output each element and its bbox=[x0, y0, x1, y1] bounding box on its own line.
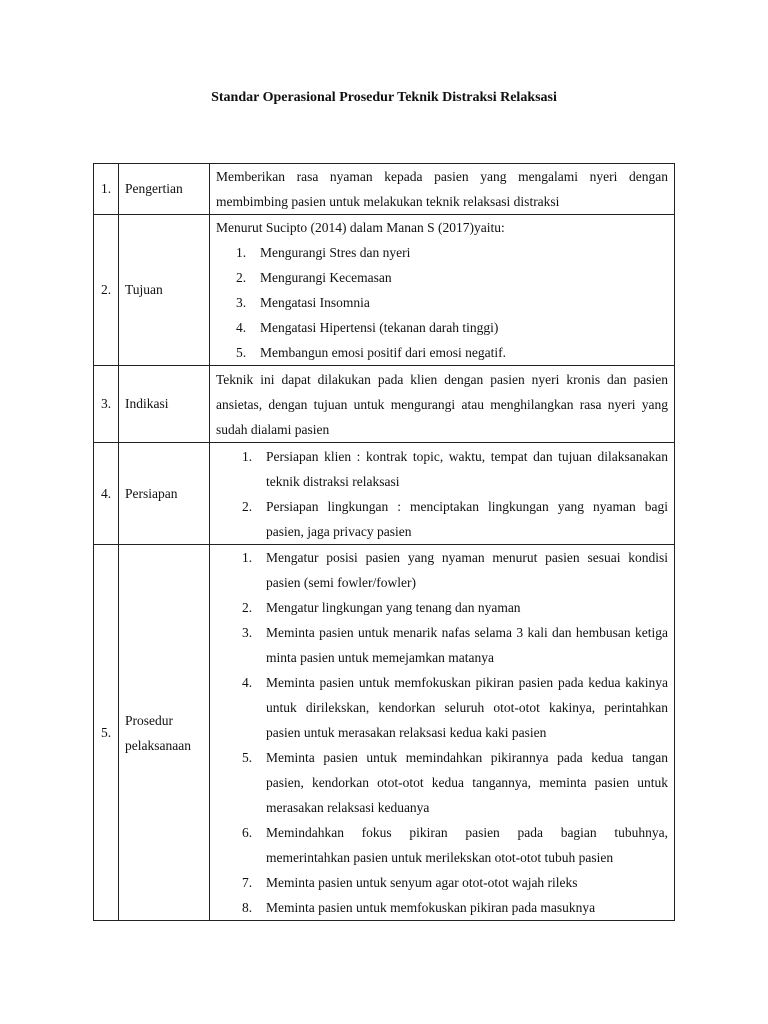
list-item bbox=[216, 620, 668, 670]
list-number: 2. bbox=[242, 498, 253, 514]
list-text: Mengurangi Kecemasan bbox=[260, 270, 392, 285]
list-text: Meminta pasien untuk menarik nafas selama 3 kali dan hembusan ketiga minta pasien untuk memejamkan matanya bbox=[266, 625, 668, 665]
row-number: 5. bbox=[94, 545, 119, 921]
row-label-pengertian: Pengertian bbox=[119, 164, 210, 215]
list-item bbox=[216, 895, 668, 919]
row-number: 3. bbox=[94, 366, 119, 443]
prosedur-clip bbox=[216, 545, 668, 919]
list-text: Mengurangi Stres dan nyeri bbox=[260, 245, 411, 260]
list-text: Meminta pasien untuk memfokuskan pikiran pasien pada kedua kakinya untuk dirilekskan, kendorkan seluruh otot-otot kakinya, perintahkan pasien untuk merasakan relaksasi kedua kaki pasien bbox=[266, 675, 668, 740]
list-text: Meminta pasien untuk memfokuskan pikiran pada masuknya bbox=[266, 900, 596, 915]
row-label-tujuan: Tujuan bbox=[119, 215, 210, 366]
list-text: Mengatasi Hipertensi (tekanan darah tinggi) bbox=[260, 320, 499, 335]
row-content-prosedur bbox=[210, 545, 675, 921]
list-number: 2. bbox=[242, 600, 253, 615]
row-content-indikasi bbox=[210, 366, 675, 443]
list-number: 8. bbox=[242, 900, 253, 915]
list-text: Memindahkan fokus pikiran pasien pada bagian tubuhnya, memerintahkan pasien untuk merilekskan otot-otot tubuh pasien bbox=[266, 825, 668, 865]
label-line: Prosedur bbox=[125, 712, 173, 728]
row-label-persiapan: Persiapan bbox=[119, 443, 210, 545]
list-item bbox=[216, 670, 668, 745]
list-item bbox=[216, 595, 668, 620]
list-number: 7. bbox=[242, 875, 253, 890]
row-content-pengertian bbox=[210, 164, 675, 215]
tujuan-intro: Menurut Sucipto (2014) dalam Manan S (2017)yaitu: bbox=[216, 220, 505, 235]
list-text: Persiapan klien : kontrak topic, waktu, tempat dan tujuan dilaksanakan teknik distraksi relaksasi bbox=[266, 448, 668, 489]
list-item bbox=[216, 340, 668, 365]
prosedur-list bbox=[216, 545, 668, 919]
list-number: 6. bbox=[242, 825, 253, 840]
list-text: Mengatur posisi pasien yang nyaman menurut pasien sesuai kondisi pasien (semi fowler/fowler) bbox=[266, 550, 668, 590]
label-line: pelaksanaan bbox=[125, 737, 191, 753]
list-item bbox=[216, 870, 668, 895]
list-item bbox=[216, 240, 668, 265]
list-item bbox=[216, 745, 668, 820]
list-number: 1. bbox=[242, 550, 253, 565]
document-title: Standar Operasional Prosedur Teknik Distraksi Relaksasi bbox=[211, 90, 557, 105]
list-number: 2. bbox=[236, 270, 247, 285]
list-text: Membangun emosi positif dari emosi negatif. bbox=[260, 345, 506, 360]
list-item bbox=[216, 820, 668, 870]
list-item bbox=[216, 315, 668, 340]
row-label-prosedur bbox=[119, 545, 210, 921]
table-row-indikasi bbox=[94, 366, 675, 443]
list-item bbox=[216, 290, 668, 315]
list-number: 5. bbox=[242, 750, 253, 765]
list-text: Meminta pasien untuk senyum agar otot-otot wajah rileks bbox=[266, 875, 578, 890]
list-number: 3. bbox=[242, 625, 253, 640]
table-row-persiapan bbox=[94, 443, 675, 545]
list-item bbox=[216, 444, 668, 494]
list-text: Persiapan lingkungan : menciptakan lingkungan yang nyaman bagi pasien, jaga privacy pasien bbox=[266, 498, 668, 539]
list-item bbox=[216, 265, 668, 290]
tujuan-list bbox=[216, 240, 668, 365]
indikasi-text: Teknik ini dapat dilakukan pada klien dengan pasien nyeri kronis dan pasien ansietas, dengan tujuan untuk mengurangi atau menghilangkan rasa nyeri yang sudah dialami pasien bbox=[216, 371, 668, 437]
list-number: 4. bbox=[242, 675, 253, 690]
list-item bbox=[216, 494, 668, 544]
row-number: 4. bbox=[94, 443, 119, 545]
list-item bbox=[216, 545, 668, 595]
list-number: 3. bbox=[236, 295, 247, 310]
row-number: 1. bbox=[94, 164, 119, 215]
list-number: 1. bbox=[242, 448, 253, 464]
row-label-indikasi: Indikasi bbox=[119, 366, 210, 443]
list-text: Meminta pasien untuk memindahkan pikirannya pada kedua tangan pasien, kendorkan otot-otot kedua tangannya, meminta pasien untuk merasakan relaksasi keduanya bbox=[266, 750, 668, 815]
table-row-tujuan bbox=[94, 215, 675, 366]
list-text: Mengatasi Insomnia bbox=[260, 295, 370, 310]
persiapan-list bbox=[216, 444, 668, 544]
sop-table bbox=[93, 163, 675, 921]
table-row-pengertian bbox=[94, 164, 675, 215]
list-text: Mengatur lingkungan yang tenang dan nyaman bbox=[266, 600, 521, 615]
table-row-prosedur bbox=[94, 545, 675, 921]
row-content-persiapan bbox=[210, 443, 675, 545]
row-number: 2. bbox=[94, 215, 119, 366]
list-number: 4. bbox=[236, 320, 247, 335]
list-number: 1. bbox=[236, 245, 247, 260]
row-content-tujuan bbox=[210, 215, 675, 366]
list-number: 5. bbox=[236, 345, 247, 360]
pengertian-text: Memberikan rasa nyaman kepada pasien yang mengalami nyeri dengan membimbing pasien untuk melakukan teknik relaksasi distraksi bbox=[216, 169, 668, 209]
